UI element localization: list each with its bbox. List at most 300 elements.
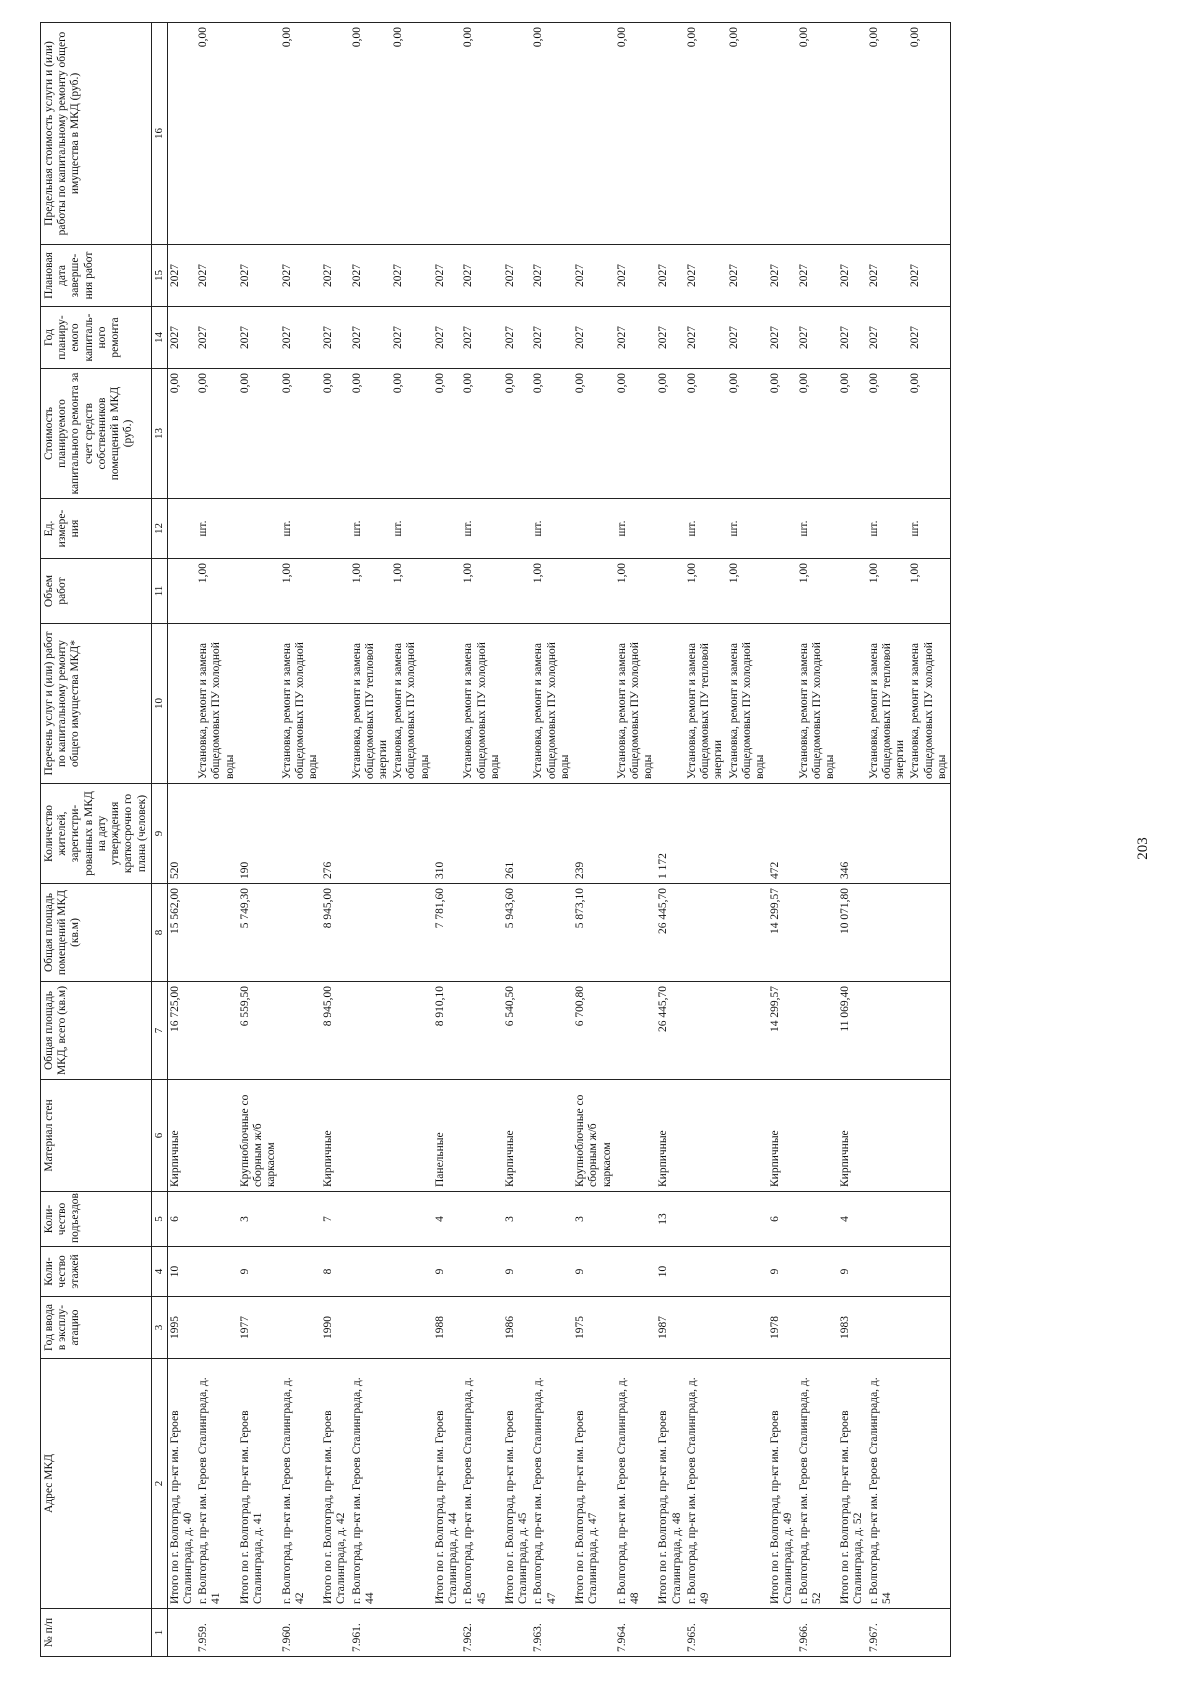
table-cell [867, 884, 909, 982]
column-number: 8 [151, 884, 167, 982]
table-cell [321, 559, 349, 624]
table-cell: 0,00 [797, 369, 839, 499]
table-cell: 2027 [350, 245, 392, 307]
table-cell: 239 [573, 784, 615, 884]
table-cell [196, 884, 238, 982]
table-cell: 2027 [656, 245, 684, 307]
table-cell: 0,00 [350, 23, 392, 245]
table-cell: Крупноблочные со сборным ж/б каркасом [238, 1080, 280, 1192]
column-number: 13 [151, 369, 167, 499]
table-cell [350, 884, 392, 982]
table-cell: шт. [461, 499, 503, 559]
table-cell [167, 624, 196, 784]
table-row [461, 23, 503, 1657]
table-cell: 1,00 [908, 559, 950, 624]
table-cell: 2027 [908, 307, 950, 369]
table-cell [727, 982, 769, 1080]
table-cell: 0,00 [685, 369, 727, 499]
table-cell: 0,00 [461, 23, 503, 245]
table-cell [797, 784, 839, 884]
table-cell: 6 559,50 [238, 982, 280, 1080]
table-cell [573, 499, 615, 559]
table-cell: 0,00 [727, 23, 769, 245]
table-cell: 8 [321, 1247, 349, 1297]
table-cell: Итого по г. Волгоград, пр-кт им. Героев Сталинграда, д. 40 [167, 1359, 196, 1609]
table-cell: Крупноблочные со сборным ж/б каркасом [573, 1080, 615, 1192]
table-cell: шт. [391, 499, 433, 559]
table-row [167, 23, 196, 1657]
table-cell [838, 499, 866, 559]
table-cell: 0,00 [727, 369, 769, 499]
table-cell: 2027 [461, 245, 503, 307]
table-cell: 10 [167, 1247, 196, 1297]
table-cell: 1986 [503, 1297, 531, 1359]
table-cell: Установка, ремонт и замена общедомовых ПУ холодной воды [196, 624, 238, 784]
table-cell [615, 884, 657, 982]
table-cell: Итого по г. Волгоград, пр-кт им. Героев Сталинграда, д. 41 [238, 1359, 280, 1609]
table-cell [838, 624, 866, 784]
table-cell: 9 [573, 1247, 615, 1297]
table-cell: Итого по г. Волгоград, пр-кт им. Героев Сталинграда, д. 44 [433, 1359, 461, 1609]
table-cell: 9 [503, 1247, 531, 1297]
table-cell: 2027 [685, 307, 727, 369]
table-cell: 2027 [615, 245, 657, 307]
table-cell: 11 069,40 [838, 982, 866, 1080]
table-cell: 1 172 [656, 784, 684, 884]
column-number: 11 [151, 559, 167, 624]
capital-repair-table [40, 22, 951, 1657]
table-cell: 13 [656, 1192, 684, 1247]
table-cell: 7.964. [615, 1609, 657, 1657]
table-cell: 2027 [321, 307, 349, 369]
table-cell [656, 559, 684, 624]
table-cell: Итого по г. Волгоград, пр-кт им. Героев Сталинграда, д. 45 [503, 1359, 531, 1609]
table-cell: 7.959. [196, 1609, 238, 1657]
table-cell: 2027 [531, 245, 573, 307]
table-cell: 190 [238, 784, 280, 884]
table-body [167, 23, 950, 1657]
table-cell: 6 [167, 1192, 196, 1247]
table-cell [531, 982, 573, 1080]
table-cell: 0,00 [908, 369, 950, 499]
table-cell: 520 [167, 784, 196, 884]
table-cell [615, 1247, 657, 1297]
table-cell: 6 700,80 [573, 982, 615, 1080]
table-cell [797, 1297, 839, 1359]
table-cell [238, 559, 280, 624]
table-cell: Установка, ремонт и замена общедомовых ПУ тепловой энергии [685, 624, 727, 784]
table-cell: 0,00 [280, 369, 322, 499]
table-cell: 2027 [573, 307, 615, 369]
table-cell: 1,00 [280, 559, 322, 624]
table-cell: 7.966. [797, 1609, 839, 1657]
table-cell: 0,00 [321, 369, 349, 499]
table-row [503, 23, 531, 1657]
table-row [238, 23, 280, 1657]
table-cell [196, 1297, 238, 1359]
table-cell [727, 1247, 769, 1297]
table-cell: Панельные [433, 1080, 461, 1192]
table-cell: 3 [573, 1192, 615, 1247]
table-cell: г. Волгоград, пр-кт им. Героев Сталинграда, д. 41 [196, 1359, 238, 1609]
column-number: 4 [151, 1247, 167, 1297]
table-cell: 0,00 [238, 369, 280, 499]
column-number: 6 [151, 1080, 167, 1192]
table-cell [350, 1080, 392, 1192]
table-cell [727, 1080, 769, 1192]
table-cell: Кирпичные [321, 1080, 349, 1192]
table-cell [167, 23, 196, 245]
table-cell [797, 1247, 839, 1297]
table-cell [391, 1192, 433, 1247]
table-row [573, 23, 615, 1657]
table-cell [908, 1609, 950, 1657]
table-cell: 2027 [167, 307, 196, 369]
table-cell: 16 725,00 [167, 982, 196, 1080]
table-cell: г. Волгоград, пр-кт им. Героев Сталинграда, д. 45 [461, 1359, 503, 1609]
table-cell [350, 1297, 392, 1359]
table-cell [433, 23, 461, 245]
table-cell: 1,00 [685, 559, 727, 624]
table-cell: 0,00 [573, 369, 615, 499]
table-cell: 8 945,00 [321, 884, 349, 982]
table-cell [167, 1609, 196, 1657]
table-cell [573, 559, 615, 624]
page-number: 203 [1135, 837, 1151, 860]
column-header: № п/п [41, 1609, 152, 1657]
table-cell: 1977 [238, 1297, 280, 1359]
table-cell [727, 1359, 769, 1609]
table-cell: 5 749,30 [238, 884, 280, 982]
table-cell [238, 23, 280, 245]
table-cell [461, 784, 503, 884]
table-cell: 1,00 [867, 559, 909, 624]
table-cell [280, 1247, 322, 1297]
column-header: Стоимость планируемого капитального ремонта за счет средств собственников помещений в МКД (руб.) [41, 369, 152, 499]
table-cell [908, 1192, 950, 1247]
table-cell: 0,00 [350, 369, 392, 499]
column-header: Материал стен [41, 1080, 152, 1192]
column-header: Год планиру-емого капиталь-ного ремонта [41, 307, 152, 369]
table-cell [768, 499, 796, 559]
table-cell [461, 982, 503, 1080]
table-cell [768, 624, 796, 784]
table-cell: 9 [433, 1247, 461, 1297]
table-cell: 2027 [167, 245, 196, 307]
table-cell [685, 1192, 727, 1247]
table-cell: 2027 [531, 307, 573, 369]
table-cell [768, 559, 796, 624]
table-cell [350, 982, 392, 1080]
table-cell: 10 [656, 1247, 684, 1297]
table-cell: шт. [797, 499, 839, 559]
table-cell: 2027 [433, 307, 461, 369]
column-header: Коли-чество этажей [41, 1247, 152, 1297]
table-cell: Установка, ремонт и замена общедомовых ПУ холодной воды [461, 624, 503, 784]
table-row [656, 23, 684, 1657]
table-cell [908, 1359, 950, 1609]
table-cell [391, 1609, 433, 1657]
table-cell: 26 445,70 [656, 982, 684, 1080]
table-cell: 5 873,10 [573, 884, 615, 982]
table-cell: 7.961. [350, 1609, 392, 1657]
table-cell: 2027 [196, 245, 238, 307]
table-cell [391, 1359, 433, 1609]
table-cell: 7.962. [461, 1609, 503, 1657]
table-cell [531, 1297, 573, 1359]
table-cell: 0,00 [685, 23, 727, 245]
table-cell: Итого по г. Волгоград, пр-кт им. Героев Сталинграда, д. 47 [573, 1359, 615, 1609]
table-cell: 2027 [503, 307, 531, 369]
table-cell: 1975 [573, 1297, 615, 1359]
table-cell: 261 [503, 784, 531, 884]
table-cell: Кирпичные [768, 1080, 796, 1192]
column-number: 9 [151, 784, 167, 884]
column-header: Количество жителей, зарегистри-рованных в МКД на дату утверждения краткосрочно го плана (человек) [41, 784, 152, 884]
table-cell: 1990 [321, 1297, 349, 1359]
table-cell: 1987 [656, 1297, 684, 1359]
table-cell [615, 982, 657, 1080]
table-cell: 2027 [867, 307, 909, 369]
table-cell: Итого по г. Волгоград, пр-кт им. Героев Сталинграда, д. 49 [768, 1359, 796, 1609]
table-cell [503, 23, 531, 245]
table-cell: г. Волгоград, пр-кт им. Героев Сталинграда, д. 54 [867, 1359, 909, 1609]
table-cell: 1988 [433, 1297, 461, 1359]
table-cell: 2027 [350, 307, 392, 369]
table-cell: 5 943,60 [503, 884, 531, 982]
table-cell: г. Волгоград, пр-кт им. Героев Сталинграда, д. 47 [531, 1359, 573, 1609]
table-cell: шт. [196, 499, 238, 559]
column-header: Общая площадь помещений МКД (кв.м) [41, 884, 152, 982]
table-cell [908, 784, 950, 884]
table-cell: 2027 [838, 245, 866, 307]
table-cell: 2027 [433, 245, 461, 307]
table-cell [461, 1080, 503, 1192]
table-cell: 2027 [280, 245, 322, 307]
table-header [41, 23, 168, 1657]
table-cell: 2027 [908, 245, 950, 307]
table-cell: Итого по г. Волгоград, пр-кт им. Героев Сталинграда, д. 52 [838, 1359, 866, 1609]
table-cell [867, 1192, 909, 1247]
table-cell: 7.960. [280, 1609, 322, 1657]
table-row [867, 23, 909, 1657]
table-cell: 1995 [167, 1297, 196, 1359]
table-cell [391, 1297, 433, 1359]
table-cell: 2027 [573, 245, 615, 307]
table-row [196, 23, 238, 1657]
column-header: Коли-чество подъездов [41, 1192, 152, 1247]
table-cell [768, 23, 796, 245]
table-cell: 2027 [867, 245, 909, 307]
table-cell: 1,00 [531, 559, 573, 624]
table-cell [196, 982, 238, 1080]
column-number: 12 [151, 499, 167, 559]
table-cell: шт. [280, 499, 322, 559]
table-cell [433, 559, 461, 624]
table-cell: Кирпичные [656, 1080, 684, 1192]
table-cell [391, 1247, 433, 1297]
table-cell [615, 1297, 657, 1359]
table-cell: шт. [531, 499, 573, 559]
table-cell [656, 624, 684, 784]
table-row [797, 23, 839, 1657]
table-cell: 0,00 [797, 23, 839, 245]
table-cell [531, 1247, 573, 1297]
table-row [321, 23, 349, 1657]
table-row [838, 23, 866, 1657]
table-cell [433, 1609, 461, 1657]
table-cell [908, 982, 950, 1080]
table-row [350, 23, 392, 1657]
table-cell [503, 499, 531, 559]
table-cell [280, 1080, 322, 1192]
column-header: Год ввода в эксплу-атацию [41, 1297, 152, 1359]
table-cell [391, 1080, 433, 1192]
table-row [280, 23, 322, 1657]
table-cell: 2027 [685, 245, 727, 307]
table-cell [321, 1609, 349, 1657]
table-cell: г. Волгоград, пр-кт им. Героев Сталинграда, д. 44 [350, 1359, 392, 1609]
table-cell: Установка, ремонт и замена общедомовых ПУ тепловой энергии [350, 624, 392, 784]
table-cell [573, 624, 615, 784]
table-cell: 0,00 [615, 23, 657, 245]
table-cell: 0,00 [391, 23, 433, 245]
table-cell: 9 [768, 1247, 796, 1297]
table-cell [797, 884, 839, 982]
table-cell [685, 982, 727, 1080]
table-cell: 2027 [838, 307, 866, 369]
table-cell: 1,00 [391, 559, 433, 624]
table-cell: Кирпичные [838, 1080, 866, 1192]
table-cell: 2027 [238, 245, 280, 307]
table-cell [656, 499, 684, 559]
table-cell [350, 1192, 392, 1247]
table-cell: 4 [433, 1192, 461, 1247]
table-cell: 2027 [727, 307, 769, 369]
table-cell: 8 945,00 [321, 982, 349, 1080]
table-cell: 2027 [656, 307, 684, 369]
table-cell: 0,00 [656, 369, 684, 499]
table-cell [727, 1297, 769, 1359]
table-cell: шт. [685, 499, 727, 559]
table-cell: шт. [615, 499, 657, 559]
table-cell: Установка, ремонт и замена общедомовых ПУ тепловой энергии [867, 624, 909, 784]
table-cell [167, 559, 196, 624]
table-cell [321, 499, 349, 559]
table-cell: 2027 [461, 307, 503, 369]
table-cell [867, 784, 909, 884]
table-cell: 2027 [503, 245, 531, 307]
table-cell [908, 884, 950, 982]
table-cell: шт. [727, 499, 769, 559]
column-number: 1 [151, 1609, 167, 1657]
table-cell: г. Волгоград, пр-кт им. Героев Сталинграда, д. 48 [615, 1359, 657, 1609]
table-cell [838, 1609, 866, 1657]
table-cell [461, 1247, 503, 1297]
table-cell: 0,00 [391, 369, 433, 499]
table-cell [573, 23, 615, 245]
column-number: 14 [151, 307, 167, 369]
table-cell [797, 982, 839, 1080]
column-header: Ед. измере-ния [41, 499, 152, 559]
table-row [531, 23, 573, 1657]
table-cell [391, 982, 433, 1080]
table-cell: Кирпичные [503, 1080, 531, 1192]
table-cell: 0,00 [433, 369, 461, 499]
table-cell [196, 1192, 238, 1247]
table-cell: 15 562,00 [167, 884, 196, 982]
table-cell: Итого по г. Волгоград, пр-кт им. Героев Сталинграда, д. 42 [321, 1359, 349, 1609]
table-cell: 14 299,57 [768, 884, 796, 982]
table-cell [656, 23, 684, 245]
table-cell: 2027 [768, 245, 796, 307]
table-cell: 0,00 [867, 369, 909, 499]
table-cell [685, 1247, 727, 1297]
table-cell: Установка, ремонт и замена общедомовых ПУ холодной воды [531, 624, 573, 784]
table-row [908, 23, 950, 1657]
table-cell [797, 1192, 839, 1247]
table-cell: 1983 [838, 1297, 866, 1359]
table-cell [908, 1247, 950, 1297]
table-cell: 2027 [321, 245, 349, 307]
table-cell: шт. [867, 499, 909, 559]
table-cell [503, 1609, 531, 1657]
table-cell: 2027 [391, 307, 433, 369]
table-cell: 0,00 [867, 23, 909, 245]
table-cell [280, 784, 322, 884]
table-cell [461, 884, 503, 982]
column-header: Адрес МКД [41, 1359, 152, 1609]
table-cell: 0,00 [531, 23, 573, 245]
table-cell [433, 499, 461, 559]
table-cell: 1,00 [727, 559, 769, 624]
table-cell: Установка, ремонт и замена общедомовых ПУ холодной воды [391, 624, 433, 784]
table-cell [727, 884, 769, 982]
table-cell: 0,00 [196, 369, 238, 499]
table-cell [615, 1192, 657, 1247]
table-cell [238, 624, 280, 784]
column-number: 2 [151, 1359, 167, 1609]
table-cell: 0,00 [768, 369, 796, 499]
table-cell: 2027 [280, 307, 322, 369]
table-cell: г. Волгоград, пр-кт им. Героев Сталинграда, д. 49 [685, 1359, 727, 1609]
table-cell [461, 1192, 503, 1247]
table-cell [531, 784, 573, 884]
table-cell [280, 982, 322, 1080]
table-cell: 2027 [768, 307, 796, 369]
table-cell [838, 559, 866, 624]
table-cell: 2027 [391, 245, 433, 307]
table-cell: 0,00 [280, 23, 322, 245]
table-cell: 2027 [797, 245, 839, 307]
table-cell [615, 1080, 657, 1192]
table-cell: Установка, ремонт и замена общедомовых ПУ холодной воды [797, 624, 839, 784]
table-cell: 7.965. [685, 1609, 727, 1657]
table-cell: 2027 [238, 307, 280, 369]
table-row [615, 23, 657, 1657]
table-cell: 1,00 [350, 559, 392, 624]
table-cell: Установка, ремонт и замена общедомовых ПУ холодной воды [615, 624, 657, 784]
table-cell [350, 1247, 392, 1297]
table-cell: 9 [238, 1247, 280, 1297]
column-number: 3 [151, 1297, 167, 1359]
table-cell: 1,00 [196, 559, 238, 624]
table-cell [321, 624, 349, 784]
table-row [391, 23, 433, 1657]
table-cell: 2027 [196, 307, 238, 369]
table-cell: 10 071,80 [838, 884, 866, 982]
table-cell: 346 [838, 784, 866, 884]
